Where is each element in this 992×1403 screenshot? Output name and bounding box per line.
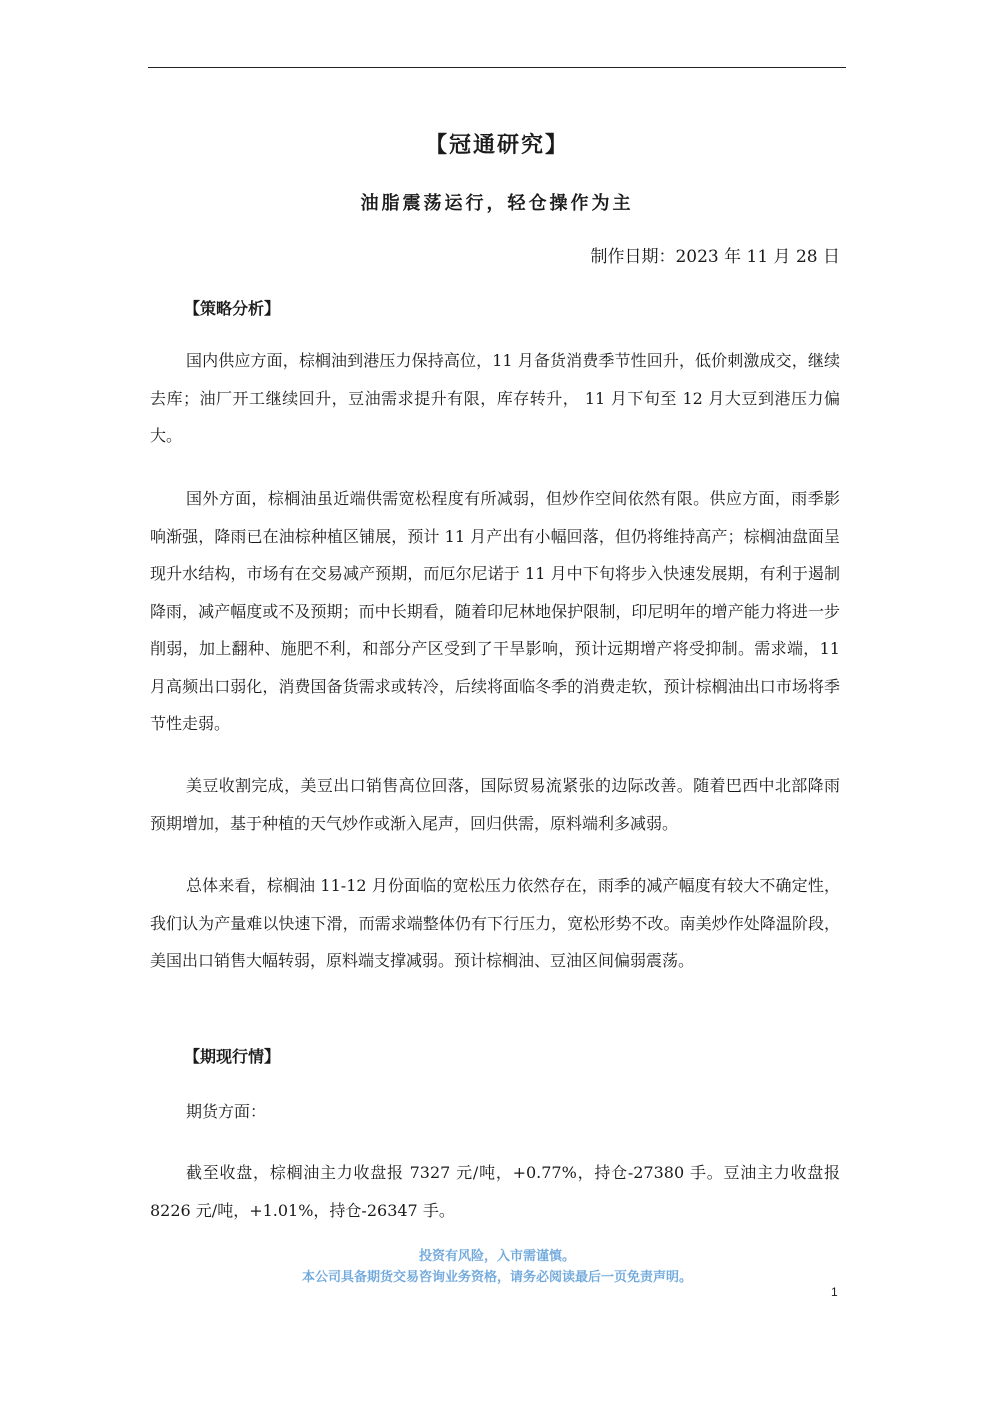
section-heading-market: 【期现行情】	[184, 1047, 281, 1066]
disclaimer-notice: 本公司具备期货交易咨询业务资格，请务必阅读最后一页免责声明。	[301, 1270, 692, 1285]
section-heading-strategy: 【策略分析】	[184, 299, 281, 318]
header-rule	[148, 67, 846, 68]
paragraph-futures-close: 截至收盘，棕榈油主力收盘报 7327 元/吨，+0.77%，持仓-27380 手。豆油主力收盘报 8226 元/吨，+1.01%，持仓-26347 手。	[150, 1163, 840, 1220]
paragraph-us-soybean: 美豆收割完成，美豆出口销售高位回落，国际贸易流紧张的边际改善。随着巴西中北部降雨预期增加，基于种植的天气炒作或渐入尾声，回归供需，原料端利多减弱。	[150, 776, 840, 833]
paragraph-domestic-supply: 国内供应方面，棕榈油到港压力保持高位，11 月备货消费季节性回升，低价刺激成交，继续去库；油厂开工继续回升，豆油需求提升有限，库存转升， 11 月下旬至 12 月大豆到港压力偏大。	[150, 351, 840, 445]
paragraph-futures-label: 期货方面：	[186, 1102, 267, 1121]
document-title: 【冠通研究】	[424, 132, 569, 158]
document-subtitle: 油脂震荡运行，轻仓操作为主	[360, 193, 634, 214]
risk-warning: 投资有风险，入市需谨慎。	[418, 1249, 575, 1264]
page-number: 1	[831, 1285, 838, 1299]
paragraph-summary: 总体来看，棕榈油 11-12 月份面临的宽松压力依然存在，雨季的减产幅度有较大不确定性，我们认为产量难以快速下滑，而需求端整体仍有下行压力，宽松形势不改。南美炒作处降温阶段，美国出口销售大幅转弱，原料端支撑减弱。预计棕榈油、豆油区间偏弱震荡。	[150, 876, 840, 970]
paragraph-overseas: 国外方面，棕榈油虽近端供需宽松程度有所减弱，但炒作空间依然有限。供应方面，雨季影响渐强，降雨已在油棕种植区铺展，预计 11 月产出有小幅回落，但仍将维持高产；棕榈油盘面呈现升水结构，市场有在交易减产预期，而厄尔尼诺于 11 月中下旬将步入快速发展期，有利于遏制降雨，减产幅度或不及预期；而中长期看，随着印尼林地保护限制，印尼明年的增产能力将进一步削弱，加上翻种、施肥不利，和部分产区受到了干旱影响，预计远期增产将受抑制。需求端，11 月高频出口弱化，消费国备货需求或转冷，后续将面临冬季的消费走软，预计棕榈油出口市场将季节性走弱。	[150, 489, 840, 733]
document-date: 制作日期：2023 年 11 月 28 日	[590, 247, 840, 267]
